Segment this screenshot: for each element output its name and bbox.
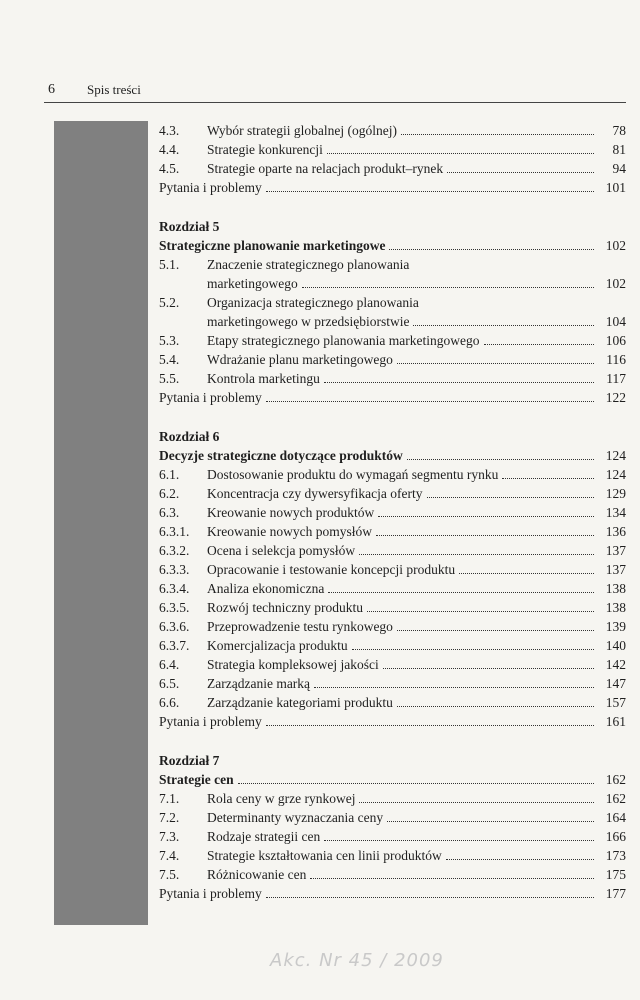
toc-leader-line	[207, 579, 626, 598]
toc-entry-text: Znaczenie strategicznego planowania	[207, 257, 410, 272]
toc-number: 6.3.3.	[159, 562, 190, 577]
toc-leader-line	[207, 846, 626, 865]
toc-page-number: 175	[605, 867, 626, 882]
toc-page-number: 136	[605, 524, 626, 539]
grey-margin-bar	[54, 121, 148, 925]
toc-leader-line	[207, 789, 626, 808]
toc-leader-line	[207, 541, 626, 560]
toc-entry-text: Przeprowadzenie testu rynkowego	[207, 619, 393, 634]
toc-entry-text: Etapy strategicznego planowania marketingowego	[207, 333, 480, 348]
toc-row	[159, 827, 626, 846]
toc-page-number: 102	[605, 238, 626, 253]
toc-entry-text: Pytania i problemy	[159, 714, 262, 729]
dot-leader	[314, 687, 594, 688]
dot-leader	[397, 630, 594, 631]
dot-leader	[238, 783, 594, 784]
toc-row	[159, 350, 626, 369]
toc-leader-line	[207, 598, 626, 617]
dot-leader	[387, 821, 594, 822]
toc-page-number: 173	[605, 848, 626, 863]
toc-number: 6.4.	[159, 657, 180, 672]
toc-page-number: 106	[605, 333, 626, 348]
toc-leader-line	[207, 465, 626, 484]
toc-gap	[159, 197, 626, 217]
toc-entry-text: Strategie oparte na relacjach produkt–rynek	[207, 161, 444, 176]
toc-entry-text: Organizacja strategicznego planowania	[207, 295, 419, 310]
toc-entry-text: Rodzaje strategii cen	[207, 829, 321, 844]
toc-page-number: 102	[605, 276, 626, 291]
dot-leader	[459, 573, 594, 574]
toc-leader-line	[207, 274, 626, 293]
dot-leader	[378, 516, 594, 517]
dot-leader	[484, 344, 594, 345]
dot-leader	[266, 725, 594, 726]
toc-row	[159, 712, 626, 731]
toc-entry-text: marketingowego w przedsiębiorstwie	[207, 314, 410, 329]
toc-page-number: 104	[605, 314, 626, 329]
toc-leader-line	[207, 655, 626, 674]
toc-number: 7.3.	[159, 829, 180, 844]
dot-leader	[266, 897, 594, 898]
toc-row	[159, 579, 626, 598]
toc-row	[159, 293, 626, 312]
toc-row	[159, 503, 626, 522]
dot-leader	[502, 478, 594, 479]
toc-page-number: 137	[605, 543, 626, 558]
toc-leader-line	[207, 617, 626, 636]
toc-entry-text: Strategia kompleksowej jakości	[207, 657, 379, 672]
toc-number: 7.2.	[159, 810, 180, 825]
toc-row	[159, 693, 626, 712]
toc-entry-text: Determinanty wyznaczania ceny	[207, 810, 384, 825]
dot-leader	[383, 668, 594, 669]
toc-leader-line	[207, 503, 626, 522]
dot-leader	[266, 191, 594, 192]
toc-page-number: 81	[612, 142, 626, 157]
toc-number: 5.5.	[159, 371, 180, 386]
toc-row	[159, 674, 626, 693]
toc-row	[159, 484, 626, 503]
toc-leader-line	[207, 350, 626, 369]
toc-number: 4.4.	[159, 142, 180, 157]
toc-page-number: 147	[605, 676, 626, 691]
toc-number: 7.4.	[159, 848, 180, 863]
toc-leader-line	[207, 312, 626, 331]
toc-page-number: 116	[606, 352, 626, 367]
dot-leader	[397, 706, 594, 707]
toc-row	[159, 541, 626, 560]
toc-entry-text: marketingowego	[207, 276, 298, 291]
toc-number: 7.1.	[159, 791, 180, 806]
dot-leader	[352, 649, 594, 650]
toc-page-number: 162	[605, 772, 626, 787]
dot-leader	[446, 859, 594, 860]
toc-row	[159, 369, 626, 388]
toc-row	[159, 446, 626, 465]
toc-row	[159, 178, 626, 197]
toc-number: 6.3.6.	[159, 619, 190, 634]
toc-entry-text: Rola ceny w grze rynkowej	[207, 791, 356, 806]
toc-number: 7.5.	[159, 867, 180, 882]
toc-leader-line	[207, 827, 626, 846]
dot-leader	[447, 172, 594, 173]
toc-leader-line	[207, 140, 626, 159]
toc-row	[159, 255, 626, 274]
toc-number: 6.3.1.	[159, 524, 190, 539]
toc-row	[159, 617, 626, 636]
toc-entry-text: Strategie cen	[159, 772, 234, 787]
toc-number: 6.3.4.	[159, 581, 190, 596]
toc-leader-line	[159, 388, 626, 407]
toc-entry-text: Opracowanie i testowanie koncepcji produktu	[207, 562, 456, 577]
toc-page-number: 78	[612, 123, 626, 138]
toc-row	[159, 121, 626, 140]
toc-row	[159, 331, 626, 350]
toc-leader-line	[207, 808, 626, 827]
toc-page-number: 138	[605, 581, 626, 596]
toc-row	[159, 140, 626, 159]
toc-row	[159, 598, 626, 617]
toc-entry-text: Wdrażanie planu marketingowego	[207, 352, 393, 367]
toc-entry-text: Strategie kształtowania cen linii produktów	[207, 848, 442, 863]
toc-leader-line	[207, 522, 626, 541]
dot-leader	[328, 592, 594, 593]
toc-entry-text: Zarządzanie kategoriami produktu	[207, 695, 393, 710]
toc-number: 6.3.	[159, 505, 180, 520]
toc-number: 5.3.	[159, 333, 180, 348]
toc-row	[159, 846, 626, 865]
toc-number: 4.3.	[159, 123, 180, 138]
dot-leader	[407, 459, 594, 460]
chapter-heading: Rozdział 6	[159, 429, 220, 444]
toc-page-number: 166	[605, 829, 626, 844]
toc-entry-text: Dostosowanie produktu do wymagań segmentu rynku	[207, 467, 499, 482]
toc-number: 6.3.7.	[159, 638, 190, 653]
dot-leader	[359, 802, 594, 803]
toc-number: 6.2.	[159, 486, 180, 501]
toc-row	[159, 236, 626, 255]
toc-entry-text: Koncentracja czy dywersyfikacja oferty	[207, 486, 423, 501]
toc-page-number: 129	[605, 486, 626, 501]
toc-page-number: 124	[605, 448, 626, 463]
toc-page-number: 161	[605, 714, 626, 729]
toc-page-number: 94	[612, 161, 626, 176]
table-of-contents	[159, 121, 626, 903]
toc-row	[159, 884, 626, 903]
toc-entry-text: Decyzje strategiczne dotyczące produktów	[159, 448, 403, 463]
toc-leader-line	[159, 884, 626, 903]
toc-page-number: 117	[606, 371, 626, 386]
dot-leader	[327, 153, 594, 154]
toc-row	[159, 274, 626, 293]
toc-page-number: 162	[605, 791, 626, 806]
toc-number: 5.2.	[159, 295, 180, 310]
toc-leader-line	[207, 331, 626, 350]
dot-leader	[389, 249, 594, 250]
toc-number: 6.1.	[159, 467, 180, 482]
running-title: Spis treści	[87, 82, 141, 97]
dot-leader	[324, 382, 594, 383]
toc-page-number: 101	[605, 180, 626, 195]
toc-number: 6.3.5.	[159, 600, 190, 615]
toc-row	[159, 865, 626, 884]
toc-row	[159, 655, 626, 674]
toc-page-number: 134	[605, 505, 626, 520]
toc-entry-text: Kreowanie nowych pomysłów	[207, 524, 372, 539]
library-stamp: Akc. Nr 45 / 2009	[270, 950, 444, 971]
toc-leader-line	[159, 770, 626, 789]
toc-row	[159, 312, 626, 331]
toc-leader-line	[207, 865, 626, 884]
toc-row	[159, 522, 626, 541]
toc-number: 5.4.	[159, 352, 180, 367]
toc-row	[159, 808, 626, 827]
dot-leader	[310, 878, 594, 879]
toc-row	[159, 770, 626, 789]
toc-row	[159, 159, 626, 178]
toc-entry-text: Strategiczne planowanie marketingowe	[159, 238, 386, 253]
page-number: 6	[48, 82, 55, 97]
dot-leader	[401, 134, 594, 135]
toc-page-number: 137	[605, 562, 626, 577]
dot-leader	[413, 325, 594, 326]
toc-entry-text: Komercjalizacja produktu	[207, 638, 348, 653]
toc-number: 6.3.2.	[159, 543, 190, 558]
toc-leader-line	[207, 693, 626, 712]
dot-leader	[376, 535, 594, 536]
toc-entry-text: Pytania i problemy	[159, 180, 262, 195]
toc-page-number: 157	[605, 695, 626, 710]
toc-row	[159, 789, 626, 808]
toc-page-number: 140	[605, 638, 626, 653]
toc-row	[159, 465, 626, 484]
dot-leader	[397, 363, 594, 364]
toc-entry-text: Różnicowanie cen	[207, 867, 307, 882]
toc-leader-line	[207, 560, 626, 579]
toc-row	[159, 560, 626, 579]
toc-gap	[159, 407, 626, 427]
toc-entry-text: Pytania i problemy	[159, 390, 262, 405]
toc-leader-line	[159, 446, 626, 465]
toc-gap	[159, 731, 626, 751]
dot-leader	[324, 840, 594, 841]
dot-leader	[427, 497, 594, 498]
toc-number: 6.6.	[159, 695, 180, 710]
toc-leader-line	[207, 159, 626, 178]
toc-row	[159, 388, 626, 407]
toc-leader-line	[207, 674, 626, 693]
toc-number: 6.5.	[159, 676, 180, 691]
dot-leader	[302, 287, 594, 288]
chapter-heading: Rozdział 5	[159, 219, 220, 234]
toc-entry-text: Rozwój techniczny produktu	[207, 600, 363, 615]
toc-number: 5.1.	[159, 257, 180, 272]
toc-entry-text: Wybór strategii globalnej (ogólnej)	[207, 123, 398, 138]
toc-page-number: 177	[605, 886, 626, 901]
page-header	[44, 82, 626, 103]
toc-entry-text: Analiza ekonomiczna	[207, 581, 325, 596]
toc-page-number: 138	[605, 600, 626, 615]
toc-leader-line	[207, 369, 626, 388]
chapter-heading: Rozdział 7	[159, 753, 220, 768]
toc-page-number: 139	[605, 619, 626, 634]
dot-leader	[359, 554, 594, 555]
toc-entry-text: Kontrola marketingu	[207, 371, 320, 386]
dot-leader	[367, 611, 594, 612]
toc-number: 4.5.	[159, 161, 180, 176]
dot-leader	[266, 401, 594, 402]
toc-entry-text: Kreowanie nowych produktów	[207, 505, 375, 520]
toc-leader-line	[159, 236, 626, 255]
toc-leader-line	[207, 636, 626, 655]
toc-entry-text: Zarządzanie marką	[207, 676, 311, 691]
toc-leader-line	[207, 484, 626, 503]
toc-page-number: 122	[605, 390, 626, 405]
toc-leader-line	[207, 121, 626, 140]
toc-page-number: 164	[605, 810, 626, 825]
toc-leader-line	[159, 178, 626, 197]
toc-entry-text: Pytania i problemy	[159, 886, 262, 901]
toc-leader-line	[159, 712, 626, 731]
toc-page-number: 142	[605, 657, 626, 672]
toc-page-number: 124	[605, 467, 626, 482]
toc-entry-text: Ocena i selekcja pomysłów	[207, 543, 356, 558]
toc-entry-text: Strategie konkurencji	[207, 142, 323, 157]
toc-row	[159, 636, 626, 655]
